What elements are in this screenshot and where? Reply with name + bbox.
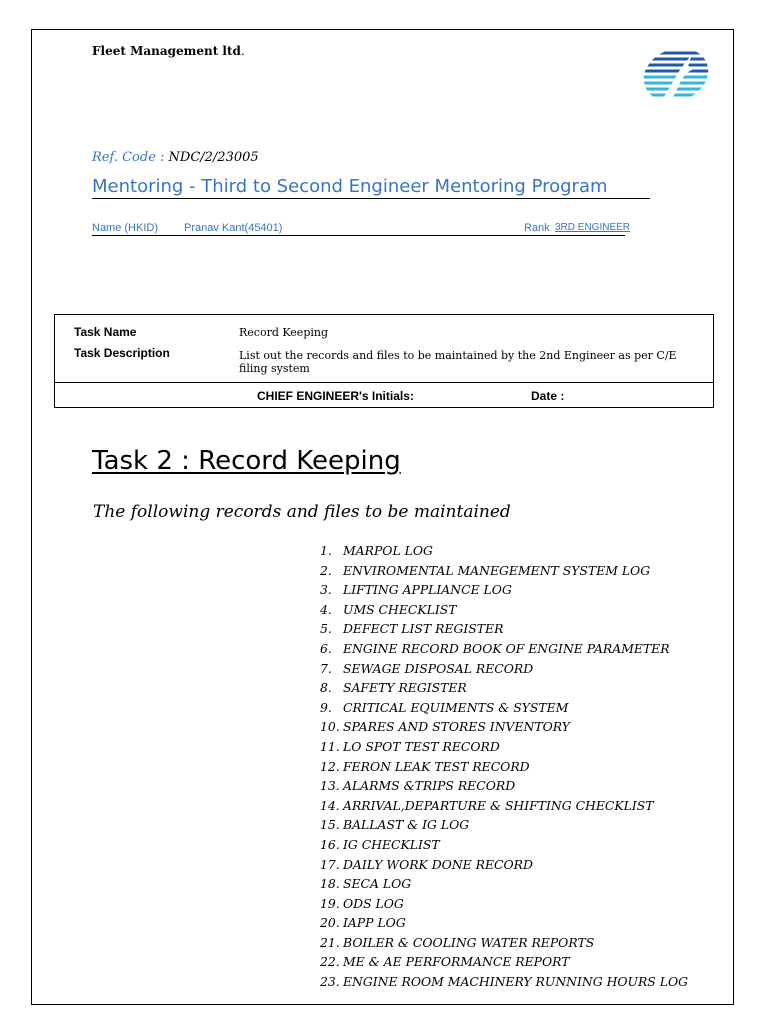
list-item-text: UMS CHECKLIST bbox=[343, 601, 457, 617]
list-item-text: FERON LEAK TEST RECORD bbox=[343, 758, 530, 774]
task-name-label: Task Name bbox=[74, 325, 137, 339]
list-item bbox=[320, 678, 688, 698]
ref-code bbox=[92, 150, 259, 165]
list-item-text: ALARMS &TRIPS RECORD bbox=[343, 778, 516, 794]
list-item-text: CRITICAL EQUIMENTS & SYSTEM bbox=[343, 699, 569, 715]
list-item-number: 18. bbox=[320, 876, 340, 892]
company-name-dot: . bbox=[240, 44, 245, 58]
list-item bbox=[320, 737, 688, 757]
list-item-number: 10. bbox=[320, 719, 340, 735]
ref-code-label: Ref. Code : bbox=[92, 150, 169, 165]
list-item-text: ME & AE PERFORMANCE REPORT bbox=[343, 954, 570, 970]
list-item-number: 7. bbox=[320, 660, 332, 676]
list-item-number: 1. bbox=[320, 543, 332, 558]
list-item-text: BOILER & COOLING WATER REPORTS bbox=[343, 934, 595, 950]
list-item-number: 5. bbox=[320, 621, 332, 637]
ref-code-value: NDC/2/23005 bbox=[168, 150, 259, 165]
list-item-text: SEWAGE DISPOSAL RECORD bbox=[343, 660, 534, 676]
list-item-number: 22. bbox=[320, 954, 340, 970]
trainee-line bbox=[92, 222, 631, 236]
list-item-number: 23. bbox=[320, 974, 340, 990]
company-name-text: Fleet Management ltd bbox=[92, 44, 241, 58]
list-item bbox=[320, 757, 688, 777]
list-item-text: IG CHECKLIST bbox=[343, 836, 440, 852]
list-item bbox=[320, 561, 688, 581]
list-item bbox=[320, 815, 688, 835]
list-item-text: ODS LOG bbox=[343, 895, 404, 911]
list-item bbox=[320, 835, 688, 855]
list-item-number: 20. bbox=[320, 915, 340, 931]
list-item-text: ARRIVAL,DEPARTURE & SHIFTING CHECKLIST bbox=[343, 797, 654, 813]
list-item bbox=[320, 639, 688, 659]
list-item-number: 8. bbox=[320, 680, 332, 696]
list-item-number: 11. bbox=[320, 738, 340, 754]
records-subheading: The following records and files to be maintained bbox=[93, 502, 511, 522]
list-item-text: SAFETY REGISTER bbox=[343, 680, 467, 696]
list-item bbox=[320, 913, 688, 933]
list-item-text: ENGINE ROOM MACHINERY RUNNING HOURS LOG bbox=[343, 974, 689, 990]
list-item-number: 9. bbox=[320, 699, 332, 715]
date-label: Date : bbox=[531, 389, 565, 403]
list-item-number: 12. bbox=[320, 758, 340, 774]
list-item bbox=[320, 619, 688, 639]
list-item-number: 3. bbox=[320, 582, 332, 598]
list-item-number: 17. bbox=[320, 856, 340, 872]
list-item-number: 4. bbox=[320, 601, 332, 617]
list-item-text: LO SPOT TEST RECORD bbox=[343, 738, 500, 754]
list-item bbox=[320, 796, 688, 816]
program-title: Mentoring - Third to Second Engineer Mentoring Program bbox=[92, 176, 650, 199]
task-heading: Task 2 : Record Keeping bbox=[92, 446, 401, 476]
list-item-number: 14. bbox=[320, 797, 340, 813]
list-item-text: BALLAST & IG LOG bbox=[343, 817, 470, 833]
list-item bbox=[320, 541, 688, 561]
list-item bbox=[320, 659, 688, 679]
list-item bbox=[320, 933, 688, 953]
list-item-number: 2. bbox=[320, 562, 332, 578]
list-item-number: 15. bbox=[320, 817, 340, 833]
list-item bbox=[320, 717, 688, 737]
task-name-value: Record Keeping bbox=[239, 326, 328, 339]
list-item bbox=[320, 972, 688, 992]
task-description-label: Task Description bbox=[74, 346, 170, 360]
company-name bbox=[92, 44, 245, 58]
list-item-text: DEFECT LIST REGISTER bbox=[343, 621, 504, 637]
table-divider bbox=[55, 382, 713, 383]
rank-value: 3RD ENGINEER bbox=[555, 222, 631, 233]
list-item-text: SPARES AND STORES INVENTORY bbox=[343, 719, 570, 735]
list-item-number: 6. bbox=[320, 640, 332, 656]
list-item bbox=[320, 855, 688, 875]
list-item-text: ENVIROMENTAL MANEGEMENT SYSTEM LOG bbox=[343, 562, 651, 578]
records-list bbox=[320, 541, 688, 992]
list-item bbox=[320, 874, 688, 894]
name-label: Name (HKID) bbox=[92, 222, 159, 234]
list-item bbox=[320, 600, 688, 620]
list-item bbox=[320, 894, 688, 914]
list-item bbox=[320, 698, 688, 718]
list-item-text: IAPP LOG bbox=[343, 915, 406, 931]
list-item bbox=[320, 580, 688, 600]
chief-engineer-initials-label: CHIEF ENGINEER's Initials: bbox=[257, 389, 414, 403]
list-item bbox=[320, 776, 688, 796]
list-item-text: MARPOL LOG bbox=[343, 543, 433, 558]
task-table bbox=[54, 314, 714, 408]
rank-label: Rank bbox=[524, 222, 550, 234]
list-item-number: 13. bbox=[320, 778, 340, 794]
list-item-text: DAILY WORK DONE RECORD bbox=[343, 856, 533, 872]
list-item-number: 19. bbox=[320, 895, 340, 911]
company-logo-icon bbox=[642, 47, 710, 103]
list-item-text: SECA LOG bbox=[343, 876, 412, 892]
list-item-text: ENGINE RECORD BOOK OF ENGINE PARAMETER bbox=[343, 640, 670, 656]
list-item-number: 21. bbox=[320, 934, 340, 950]
task-description-value: List out the records and files to be maintained by the 2nd Engineer as per C/E filing system bbox=[239, 349, 677, 375]
list-item-number: 16. bbox=[320, 836, 340, 852]
name-value: Pranav Kant(45401) bbox=[184, 222, 283, 234]
list-item bbox=[320, 952, 688, 972]
list-item-text: LIFTING APPLIANCE LOG bbox=[343, 582, 512, 598]
